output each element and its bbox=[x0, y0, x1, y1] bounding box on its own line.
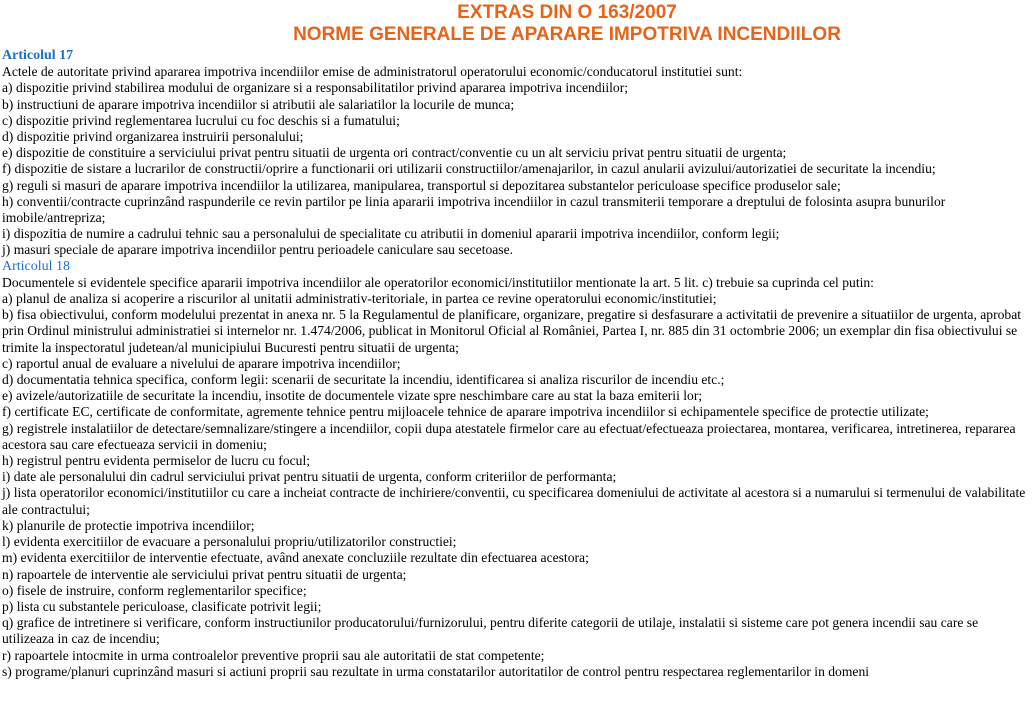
article-18-item-g: g) registrele instalatiilor de detectare/semnalizare/stingere a incendiilor, copii dupa atestatele firmelor care au efectuat/efectueaza proiectarea, montarea, verificarea, intretinerea, repararea acestora sau care efectueaza servicii in domeniu; bbox=[2, 420, 1016, 452]
article-17-item-i: i) dispozitia de numire a cadrului tehnic sau a personalului de specialitate cu atributii in domeniul apararii impotriva incendiilor, conform legii; bbox=[2, 226, 780, 242]
article-18-item-n: n) rapoartele de interventie ale serviciului privat pentru situatii de urgenta; bbox=[2, 566, 407, 582]
article-18-item-f: f) certificate EC, certificate de conformitate, agremente tehnice pentru mijloacele tehnice de aparare impotriva incendiilor si echipamentele specifice de protectie utilizate; bbox=[2, 404, 929, 420]
article-18-intro: Documentele si evidentele specifice apararii impotriva incendiilor ale operatorilor economici/institutiilor mentionate la art. 5 lit. c) trebuie sa cuprinda cel putin: bbox=[2, 274, 874, 290]
document-title-line1: EXTRAS DIN O 163/2007 bbox=[457, 2, 677, 23]
article-17-item-e: e) dispozitie de constituire a serviciului privat pentru situatii de urgenta ori contract/conventie cu un alt serviciu privat pentru situatii de urgenta; bbox=[2, 145, 787, 161]
article-17-item-d: d) dispozitie privind organizarea instruirii personalului; bbox=[2, 129, 304, 145]
article-17-item-j: j) masuri speciale de aparare impotriva incendiilor pentru perioadele caniculare sau secetoase. bbox=[2, 242, 514, 258]
document-title-line2: NORME GENERALE DE APARARE IMPOTRIVA INCENDIILOR bbox=[293, 24, 841, 45]
article-17-item-g: g) reguli si masuri de aparare impotriva incendiilor la utilizarea, manipularea, transportul si depozitarea substantelor periculoase specifice produselor sale; bbox=[2, 177, 841, 193]
article-18-item-c: c) raportul anual de evaluare a nivelului de aparare impotriva incendiilor; bbox=[2, 355, 401, 371]
document-page bbox=[2, 0, 1032, 680]
article-17-item-b: b) instructiuni de aparare impotriva incendiilor si atributii ale salariatilor la locurile de munca; bbox=[2, 96, 515, 112]
article-18-item-a: a) planul de analiza si acoperire a riscurilor al unitatii administrativ-teritoriale, in partea ce revine operatorului economic/institutiei; bbox=[2, 291, 717, 307]
article-18-item-m: m) evidenta exercitiilor de interventie efectuate, având anexate concluziile rezultate din efectuarea acestora; bbox=[2, 550, 589, 566]
article-18-item-b: b) fisa obiectivului, conform modelului prezentat in anexa nr. 5 la Regulamentul de planificare, organizare, pregatire si desfasurare a activitatii de prevenire a situatiilor de urgenta, aprobat prin Ordinul ministrului administratiei si internelor nr. 1.474/2006, publicat in Monitorul Oficial al României, Partea I, nr. 885 din 31 octombrie 2006; un exemplar din fisa obiectivului se trimite la inspectoratul judetean/al municipiului Bucuresti pentru situatii de urgenta; bbox=[2, 307, 1022, 355]
article-18-item-h: h) registrul pentru evidenta permiselor de lucru cu focul; bbox=[2, 453, 311, 469]
article-18-item-s: s) programe/planuri cuprinzând masuri si actiuni proprii sau rezultate in urma constatarilor autoritatilor de control pentru respectarea reglementarilor in domeni bbox=[2, 663, 870, 679]
article-17-item-c: c) dispozitie privind reglementarea lucrului cu foc deschis si a fumatului; bbox=[2, 112, 400, 128]
article-17-item-f: f) dispozitie de sistare a lucrarilor de constructii/oprire a functionarii ori utilizarii constructiilor/amenajarilor, in cazul anularii avizului/autorizatiei de securitate la incendiu; bbox=[2, 161, 936, 177]
article-18-item-k: k) planurile de protectie impotriva incendiilor; bbox=[2, 517, 255, 533]
article-18-item-q: q) grafice de intretinere si verificare, conform instructiunilor producatorului/furnizorului, pentru diferite categorii de utilaje, instalatii si sisteme care pot genera incendii sau care se utilizeaza in caz de incendiu; bbox=[2, 615, 979, 647]
article-18-item-l: l) evidenta exercitiilor de evacuare a personalului propriu/utilizatorilor constructiei; bbox=[2, 534, 457, 550]
article-18-heading: Articolul 18 bbox=[2, 258, 71, 274]
article-18-item-j: j) lista operatorilor economici/institutiilor cu care a incheiat contracte de inchiriere/conventii, cu specificarea domeniului de activitate al acestora si a numarului si termenului de valabilitate ale contractului; bbox=[2, 485, 1026, 517]
article-17-item-h: h) conventii/contracte cuprinzând raspunderile ce revin partilor pe linia apararii impotriva incendiilor in cazul transmiterii temporare a dreptului de folosinta asupra bunurilor imobile/antrepriza; bbox=[2, 193, 946, 226]
article-18-item-i: i) date ale personalului din cadrul serviciului privat pentru situatii de urgenta, conform criteriilor de performanta; bbox=[2, 469, 617, 485]
article-18-item-e: e) avizele/autorizatiile de securitate la incendiu, insotite de documentele vizate spre neschimbare care au stat la baza emiterii lor; bbox=[2, 388, 703, 404]
article-18-item-d: d) documentatia tehnica specifica, conform legii: scenarii de securitate la incendiu, identificarea si analiza riscurilor de incendiu etc.; bbox=[2, 372, 725, 388]
article-18-item-p: p) lista cu substantele periculoase, clasificate potrivit legii; bbox=[2, 598, 322, 614]
article-17-item-a: a) dispozitie privind stabilirea modului de organizare si a responsabilitatilor privind apararea impotriva incendiilor; bbox=[2, 80, 629, 96]
article-17-intro: Actele de autoritate privind apararea impotriva incendiilor emise de administratorul operatorului economic/conducatorul institutiei sunt: bbox=[2, 64, 743, 80]
article-18-item-r: r) rapoartele intocmite in urma controalelor preventive proprii sau ale autoritatii de stat competente; bbox=[2, 647, 545, 663]
article-17-heading: Articolul 17 bbox=[2, 48, 74, 63]
article-18-item-o: o) fisele de instruire, conform reglementarilor specifice; bbox=[2, 582, 307, 598]
